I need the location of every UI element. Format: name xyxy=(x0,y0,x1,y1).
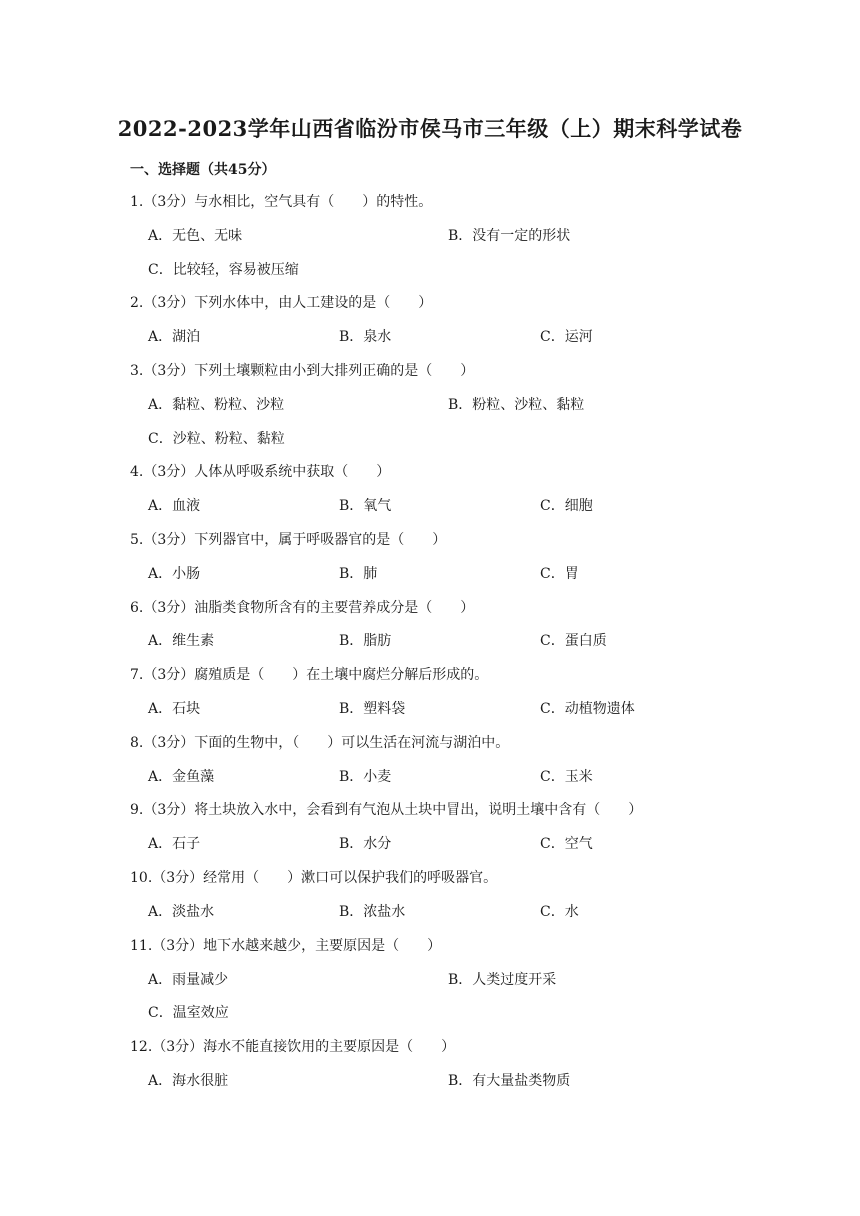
question-11-option-c: C．温室效应 xyxy=(148,1005,229,1021)
question-7-option-c: C．动植物遗体 xyxy=(540,701,635,717)
question-2-option-a: A．湖泊 xyxy=(148,329,201,345)
question-6-stem: 6.（3分）油脂类食物所含有的主要营养成分是（ ） xyxy=(130,600,475,616)
question-6-option-c: C．蛋白质 xyxy=(540,633,607,649)
question-4-option-a: A．血液 xyxy=(148,498,201,514)
question-7-option-b: B．塑料袋 xyxy=(339,701,406,717)
question-1-option-b: B．没有一定的形状 xyxy=(448,228,571,244)
question-8-option-a: A．金鱼藻 xyxy=(148,769,215,785)
question-9-option-c: C．空气 xyxy=(540,836,593,852)
question-12-stem: 12.（3分）海水不能直接饮用的主要原因是（ ） xyxy=(130,1039,456,1055)
question-7-stem: 7.（3分）腐殖质是（ ）在土壤中腐烂分解后形成的。 xyxy=(130,667,489,683)
question-5-option-a: A．小肠 xyxy=(148,566,201,582)
question-8-option-c: C．玉米 xyxy=(540,769,593,785)
question-3-stem: 3.（3分）下列土壤颗粒由小到大排列正确的是（ ） xyxy=(130,363,475,379)
question-9-option-a: A．石子 xyxy=(148,836,201,852)
question-10-option-b: B．浓盐水 xyxy=(339,904,406,920)
question-10-option-c: C．水 xyxy=(540,904,579,920)
question-1-stem: 1.（3分）与水相比，空气具有（ ）的特性。 xyxy=(130,194,433,210)
question-3-option-c: C．沙粒、粉粒、黏粒 xyxy=(148,431,285,447)
question-1-option-c: C．比较轻，容易被压缩 xyxy=(148,262,299,278)
question-10-option-a: A．淡盐水 xyxy=(148,904,215,920)
question-11-option-b: B．人类过度开采 xyxy=(448,972,557,988)
question-4-option-b: B．氧气 xyxy=(339,498,392,514)
question-11-option-a: A．雨量减少 xyxy=(148,972,229,988)
question-12-option-a: A．海水很脏 xyxy=(148,1073,229,1089)
question-1-option-a: A．无色、无味 xyxy=(148,228,243,244)
question-4-stem: 4.（3分）人体从呼吸系统中获取（ ） xyxy=(130,464,391,480)
question-6-option-b: B．脂肪 xyxy=(339,633,392,649)
question-7-option-a: A．石块 xyxy=(148,701,201,717)
question-6-option-a: A．维生素 xyxy=(148,633,215,649)
question-5-option-c: C．胃 xyxy=(540,566,579,582)
question-2-option-b: B．泉水 xyxy=(339,329,392,345)
question-5-stem: 5.（3分）下列器官中，属于呼吸器官的是（ ） xyxy=(130,532,447,548)
question-8-stem: 8.（3分）下面的生物中，（ ）可以生活在河流与湖泊中。 xyxy=(130,735,510,751)
question-5-option-b: B．肺 xyxy=(339,566,378,582)
question-2-stem: 2.（3分）下列水体中，由人工建设的是（ ） xyxy=(130,295,433,311)
question-12-option-b: B．有大量盐类物质 xyxy=(448,1073,571,1089)
question-2-option-c: C．运河 xyxy=(540,329,593,345)
question-3-option-b: B．粉粒、沙粒、黏粒 xyxy=(448,397,585,413)
question-9-stem: 9.（3分）将土块放入水中，会看到有气泡从土块中冒出，说明土壤中含有（ ） xyxy=(130,802,643,818)
exam-title: 2022-2023学年山西省临汾市侯马市三年级（上）期末科学试卷 xyxy=(117,116,743,141)
question-9-option-b: B．水分 xyxy=(339,836,392,852)
question-4-option-c: C．细胞 xyxy=(540,498,593,514)
section-heading: 一、选择题（共45分） xyxy=(130,162,276,178)
question-8-option-b: B．小麦 xyxy=(339,769,392,785)
question-3-option-a: A．黏粒、粉粒、沙粒 xyxy=(148,397,285,413)
question-11-stem: 11.（3分）地下水越来越少，主要原因是（ ） xyxy=(130,938,442,954)
question-10-stem: 10.（3分）经常用（ ）漱口可以保护我们的呼吸器官。 xyxy=(130,870,498,886)
